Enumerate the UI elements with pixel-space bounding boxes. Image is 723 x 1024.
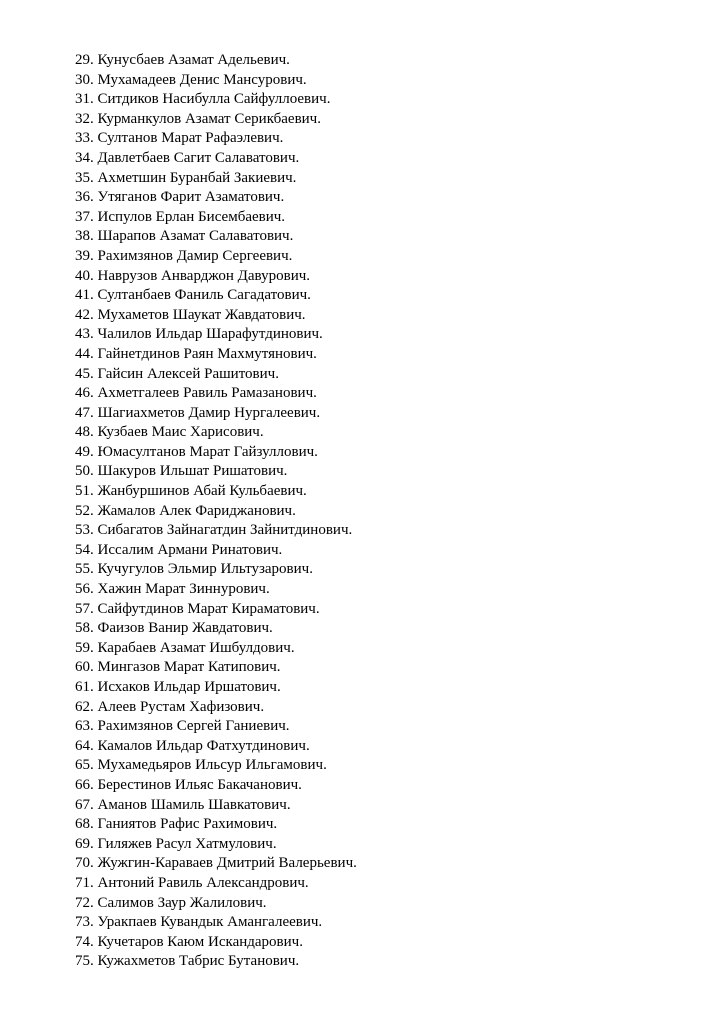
list-item: 67. Аманов Шамиль Шавкатович. [75, 796, 291, 813]
list-item: 34. Давлетбаев Сагит Салаватович. [75, 149, 300, 166]
list-item: 57. Сайфутдинов Марат Кираматович. [75, 600, 320, 617]
list-item: 58. Фаизов Ванир Жавдатович. [75, 620, 273, 637]
list-item: 70. Жужгин-Караваев Дмитрий Валерьевич. [75, 855, 357, 872]
list-item: 52. Жамалов Алек Фариджанович. [75, 502, 296, 519]
list-item: 33. Султанов Марат Рафаэлевич. [75, 130, 284, 147]
list-item: 38. Шарапов Азамат Салаватович. [75, 228, 294, 245]
list-item: 65. Мухамедьяров Ильсур Ильгамович. [75, 757, 327, 774]
list-item: 56. Хажин Марат Зиннурович. [75, 581, 270, 598]
list-item: 35. Ахметшин Буранбай Закиевич. [75, 169, 297, 186]
list-item: 43. Чалилов Ильдар Шарафутдинович. [75, 326, 323, 343]
list-item: 41. Султанбаев Фаниль Сагадатович. [75, 287, 311, 304]
list-item: 31. Ситдиков Насибулла Сайфуллоевич. [75, 91, 331, 108]
list-item: 66. Берестинов Ильяс Бакачанович. [75, 776, 302, 793]
list-item: 74. Кучетаров Каюм Искандарович. [75, 933, 303, 950]
list-item: 49. Юмасултанов Марат Гайзуллович. [75, 443, 318, 460]
list-item: 37. Испулов Ерлан Бисембаевич. [75, 208, 286, 225]
list-item: 73. Уракпаев Кувандык Амангалеевич. [75, 914, 323, 931]
list-item: 55. Кучугулов Эльмир Ильтузарович. [75, 561, 313, 578]
list-item: 71. Антоний Равиль Александрович. [75, 874, 309, 891]
list-item: 62. Алеев Рустам Хафизович. [75, 698, 265, 715]
list-item: 61. Исхаков Ильдар Иршатович. [75, 679, 281, 695]
list-item: 32. Курманкулов Азамат Серикбаевич. [75, 110, 321, 127]
list-item: 44. Гайнетдинов Раян Махмутянович. [75, 345, 317, 362]
list-item: 47. Шагиахметов Дамир Нургалеевич. [75, 404, 321, 421]
list-item: 54. Иссалим Армани Ринатович. [75, 541, 283, 558]
list-item: 72. Салимов Заур Жалилович. [75, 894, 267, 911]
list-item: 48. Кузбаев Маис Харисович. [75, 424, 264, 441]
list-item: 69. Гиляжев Расул Хатмулович. [75, 835, 277, 852]
name-list [75, 51, 357, 972]
list-item: 68. Ганиятов Рафис Рахимович. [75, 816, 278, 833]
list-item: 40. Наврузов Анварджон Давурович. [75, 267, 311, 284]
list-item: 64. Камалов Ильдар Фатхутдинович. [75, 737, 310, 754]
list-item: 75. Кужахметов Табрис Бутанович. [75, 953, 300, 970]
list-item: 60. Мингазов Марат Катипович. [75, 659, 281, 676]
list-item: 63. Рахимзянов Сергей Ганиевич. [75, 718, 290, 735]
list-item: 59. Карабаев Азамат Ишбулдович. [75, 639, 295, 656]
list-item: 45. Гайсин Алексей Рашитович. [75, 365, 279, 382]
list-item: 42. Мухаметов Шаукат Жавдатович. [75, 306, 306, 323]
list-item: 36. Утяганов Фарит Азаматович. [75, 189, 285, 206]
list-item: 46. Ахметгалеев Равиль Рамазанович. [75, 385, 317, 402]
list-item: 50. Шакуров Ильшат Ришатович. [75, 463, 288, 480]
list-item: 39. Рахимзянов Дамир Сергеевич. [75, 247, 293, 264]
list-item: 51. Жанбуршинов Абай Кульбаевич. [75, 483, 307, 500]
list-item: 29. Кунусбаев Азамат Адельевич. [75, 52, 290, 68]
list-item: 30. Мухамадеев Денис Мансурович. [75, 71, 307, 88]
list-item: 53. Сибагатов Зайнагатдин Зайнитдинович. [75, 522, 353, 539]
